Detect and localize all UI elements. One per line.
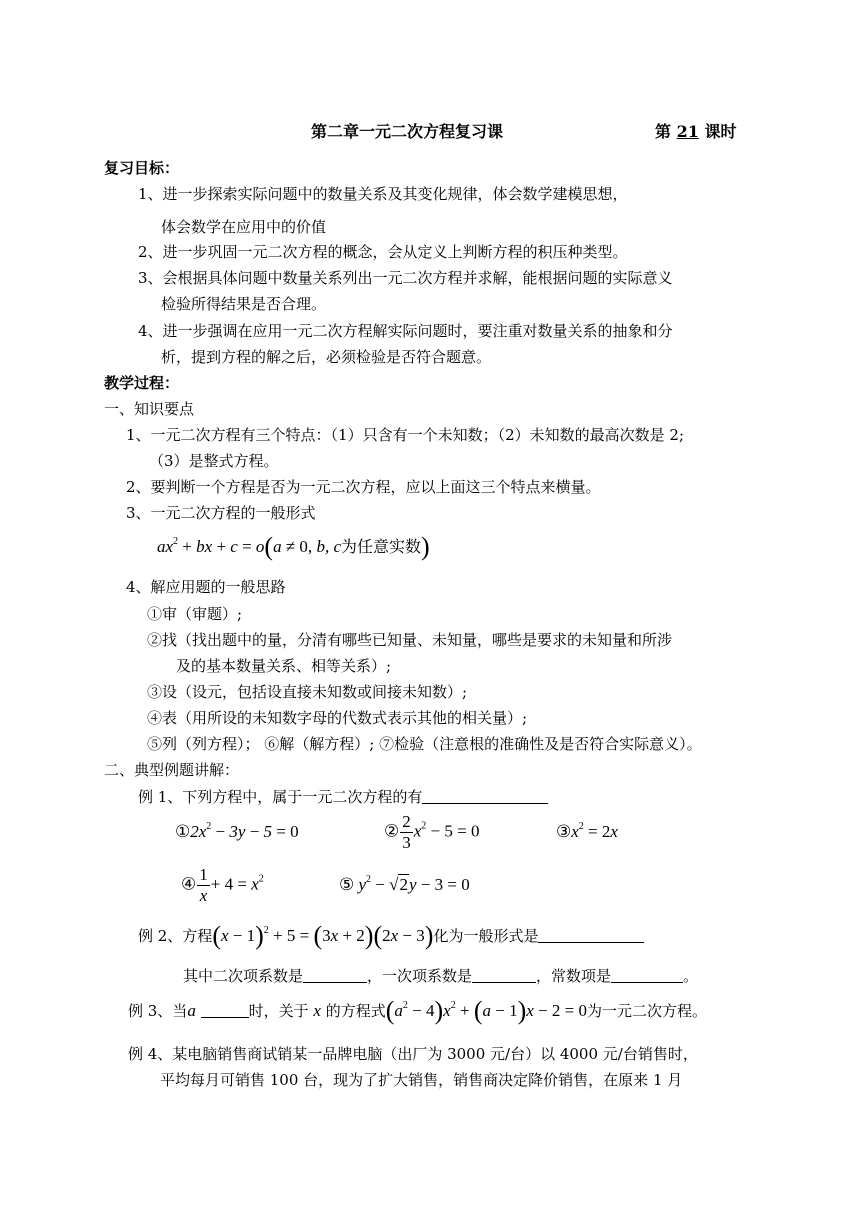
example-4-line-1: 例 4、某电脑销售商试销某一品牌电脑（出厂为 3000 元/台）以 4000 元/台销售时， <box>128 1045 698 1063</box>
section-2-heading: 二、典型例题讲解： <box>104 761 240 779</box>
knowledge-1-line-1: 1、一元二次方程有三个特点：（1）只含有一个未知数；（2）未知数的最高次数是 2; <box>126 426 684 444</box>
step-3: ③设（设元，包括设直接未知数或间接未知数）; <box>147 683 468 701</box>
step-5-7: ⑤列（列方程）； ⑥解（解方程）; ⑦检验（注意根的准确性及是否符合实际意义）。 <box>147 735 702 753</box>
knowledge-4: 4、解应用题的一般思路 <box>126 578 286 596</box>
knowledge-3: 3、一元二次方程的一般形式 <box>126 504 316 522</box>
step-2-line-2: 及的基本数量关系、相等关系）; <box>176 657 392 675</box>
answer-blank[interactable] <box>422 787 548 804</box>
goal-4-line-1: 4、进一步强调在应用一元二次方程解实际问题时，要注重对数量关系的抽象和分 <box>138 322 673 340</box>
linear-coefficient-blank[interactable] <box>472 966 536 983</box>
goal-1-line-1: 1、进一步探索实际问题中的数量关系及其变化规律，体会数学建模思想， <box>138 185 628 203</box>
equation-5: ⑤ $y^2 - √2y - 3 = 0$ <box>339 874 470 894</box>
section-1-heading: 一、知识要点 <box>104 400 195 418</box>
example-1: 例 1、下列方程中，属于一元二次方程的有 <box>138 787 548 807</box>
quadratic-coefficient-blank[interactable] <box>303 966 367 983</box>
condition-blank[interactable] <box>201 1001 249 1018</box>
general-form-formula: $ax^2$ + bx + c = o(a ≠ 0, b, c为任意实数) <box>157 532 430 561</box>
goal-3-line-2: 检验所得结果是否合理。 <box>161 295 327 313</box>
knowledge-1-line-2: （3）是整式方程。 <box>149 452 279 470</box>
example-2: 例 2、方程$(x - 1)^2 + 5 = (3x + 2)(2x - 3)$化为一般形式是 <box>138 926 644 946</box>
general-form-blank[interactable] <box>538 926 644 943</box>
example-3: 例 3、当a 时，关于 x 的方程式$(a^2 - 4)x^2 + (a - 1)x - 2 = 0$为一元二次方程。 <box>128 996 707 1025</box>
example-4-line-2: 平均每月可销售 100 台，现为了扩大销售，销售商决定降价销售，在原来 1 月 <box>160 1071 683 1089</box>
equation-1: $①2x^2 - 3y - 5 = 0$ <box>175 821 299 841</box>
step-1: ①审（审题）; <box>147 605 243 623</box>
equation-2: ② $\frac{2}{3}$ $x^2 - 5 = 0$ <box>384 812 480 852</box>
lesson-period: 第 21 课时 <box>655 122 737 141</box>
process-heading: 教学过程： <box>104 374 180 392</box>
equation-4: ④ $\frac{1}{x}$ + $4 = x^2$ <box>181 865 264 905</box>
page-title: 第二章一元二次方程复习课 <box>311 122 504 141</box>
step-2-line-1: ②找（找出题中的量，分清有哪些已知量、未知量，哪些是要求的未知量和所涉 <box>147 631 673 649</box>
example-2-coefficients: 其中二次项系数是 ，一次项系数是 ，常数项是 。 <box>183 967 699 985</box>
goal-3-line-1: 3、会根据具体问题中数量关系列出一元二次方程并求解，能根据问题的实际意义 <box>138 269 673 287</box>
goal-2: 2、进一步巩固一元二次方程的概念，会从定义上判断方程的积压种类型。 <box>138 243 628 261</box>
goals-heading: 复习目标： <box>104 159 180 177</box>
equation-3: $③x^2 = 2x$ <box>556 821 618 841</box>
goal-4-line-2: 析，提到方程的解之后，必须检验是否符合题意。 <box>161 348 492 366</box>
step-4: ④表（用所设的未知数字母的代数式表示其他的相关量）; <box>147 709 528 727</box>
constant-term-blank[interactable] <box>611 966 683 983</box>
knowledge-2: 2、要判断一个方程是否为一元二次方程，应以上面这三个特点来横量。 <box>126 478 601 496</box>
goal-1-line-2: 体会数学在应用中的价值 <box>161 218 327 236</box>
